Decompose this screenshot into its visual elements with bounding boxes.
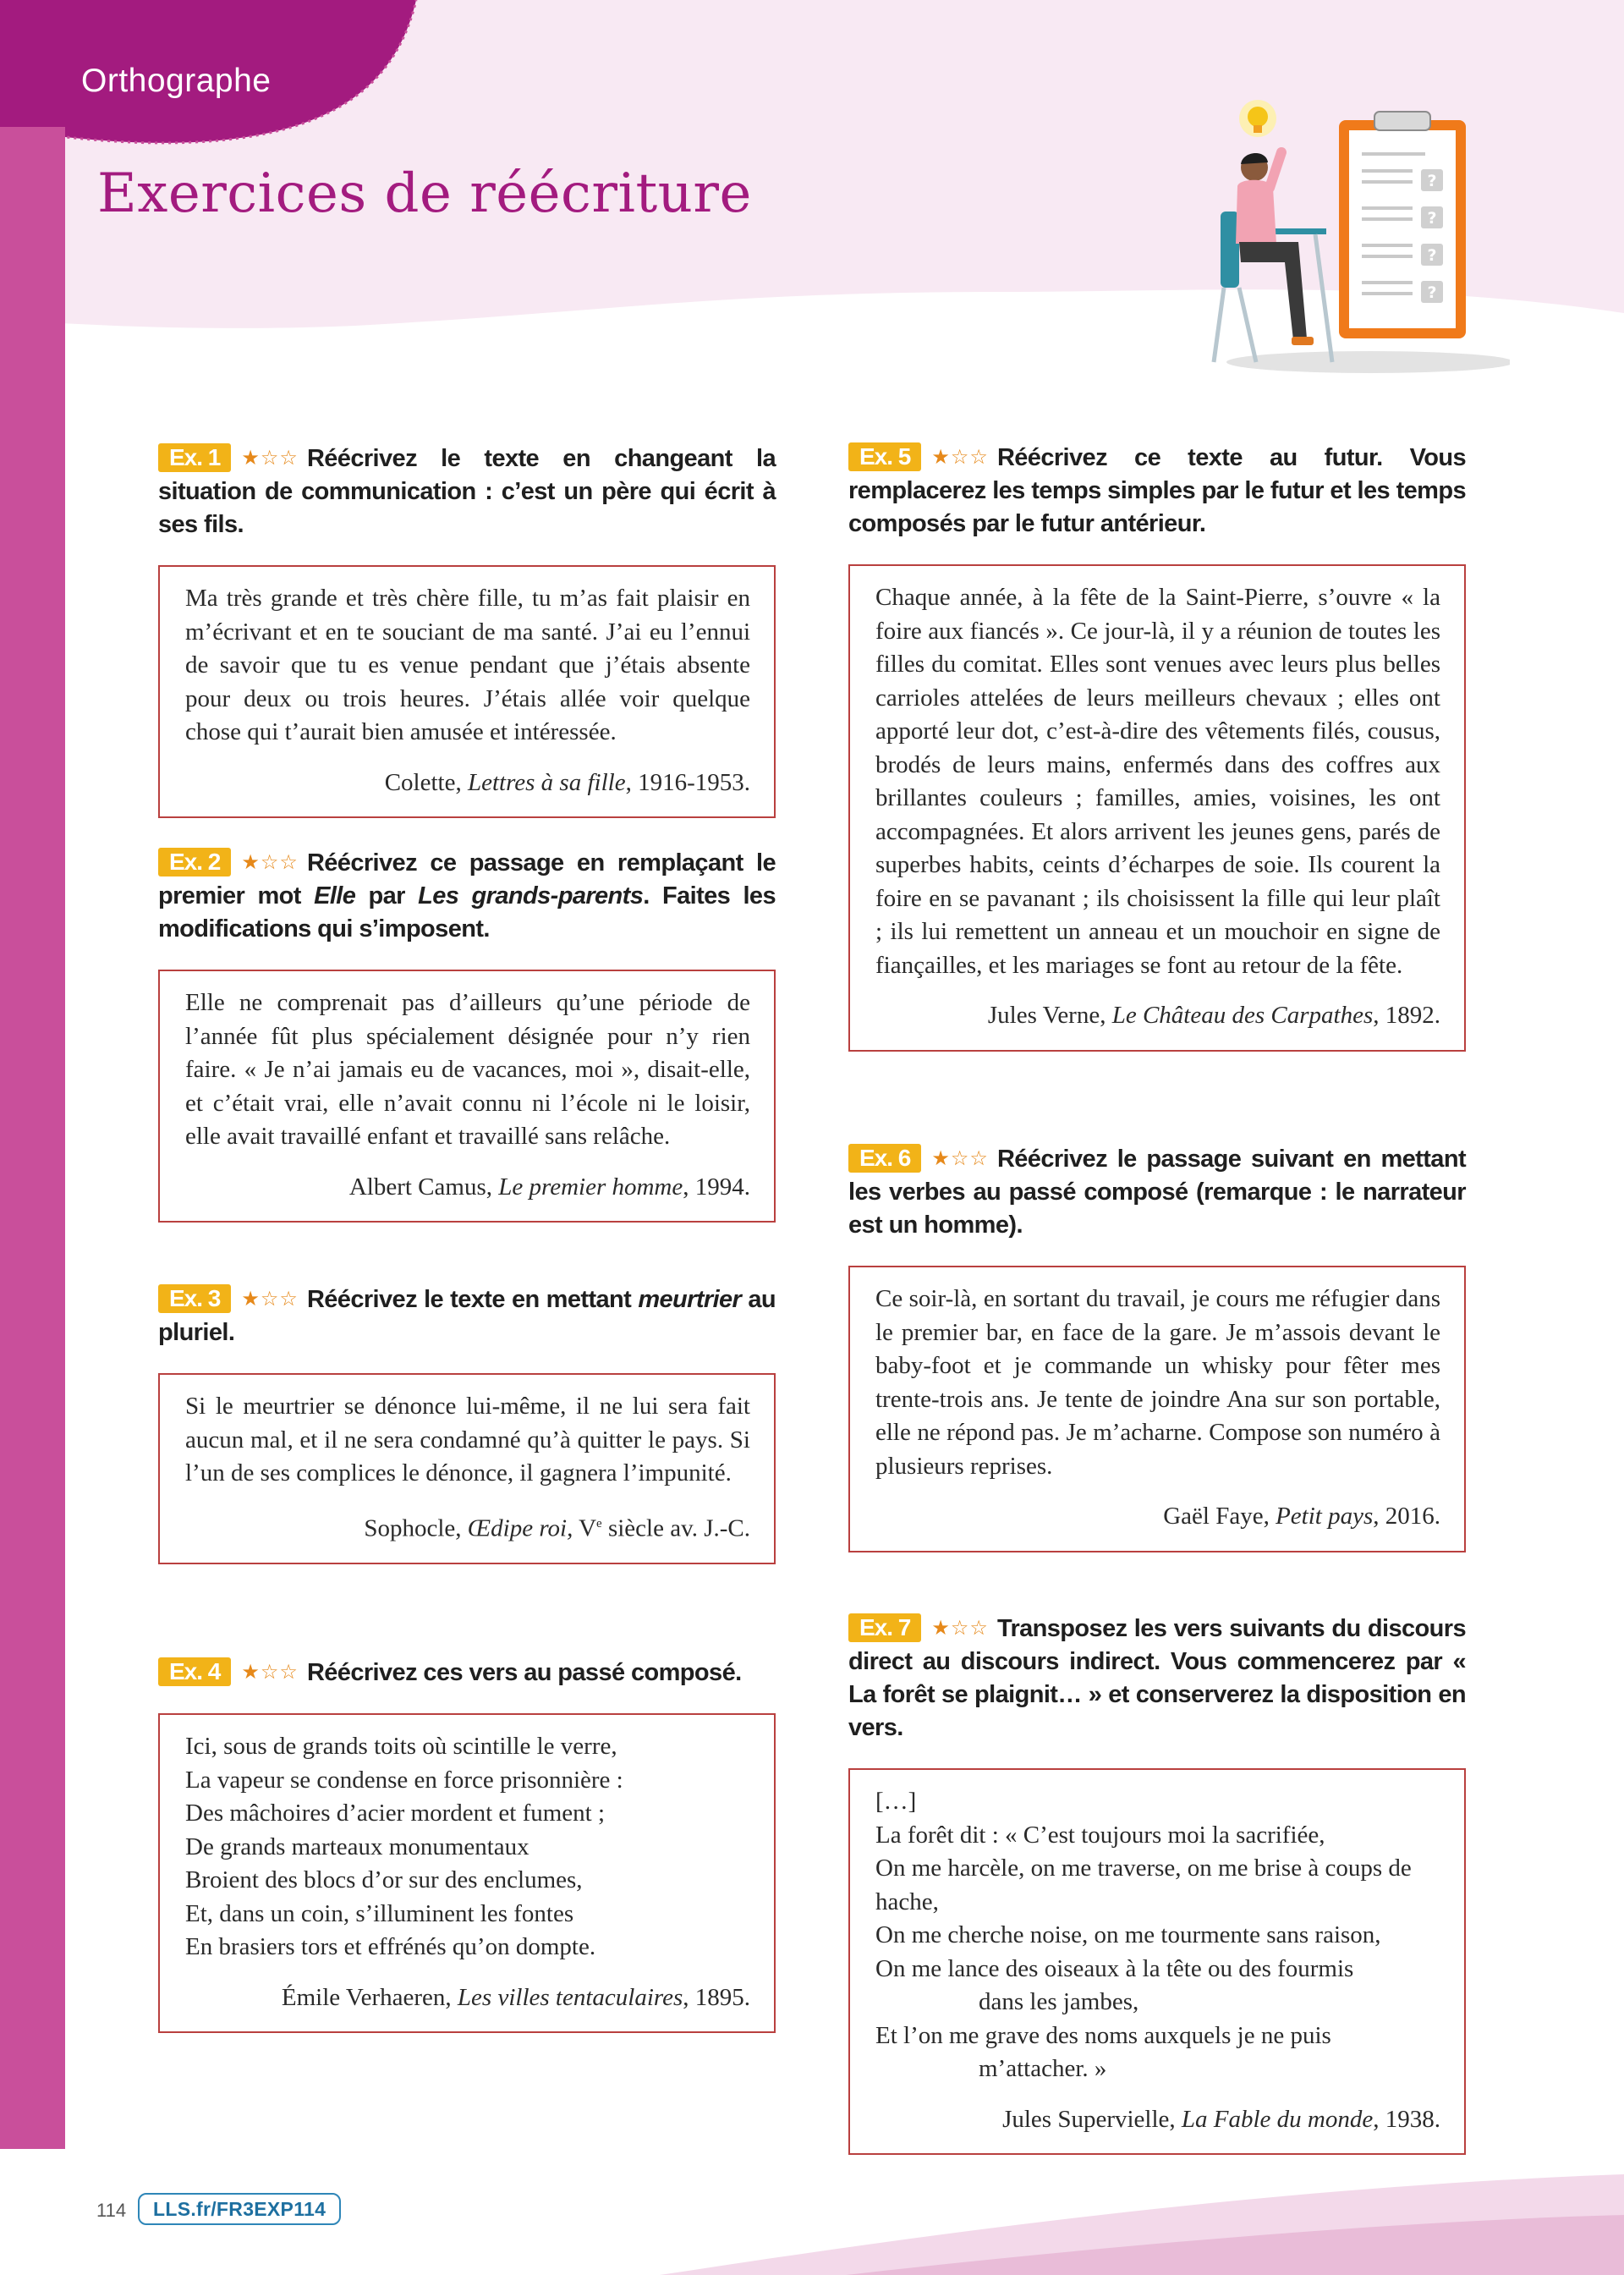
question-mark: ? [1427,172,1437,190]
source-author: Jules Supervielle, [1002,2105,1182,2133]
source-author: Colette, [384,768,468,796]
excerpt-text: Elle ne comprenait pas d’ailleurs qu’une période de l’année fût plus spécialement désignée pour n’y rien faire. « Je n’ai jamais eu de vacances, moi », disait-elle, et c’était vrai, elle n’avait connu ni l’école ni le loisir, elle avait travaillé enfant et travaillé sans relâche. [185,989,750,1150]
source-work: Le premier homme [498,1173,683,1201]
page-title: Exercices de réécriture [97,162,752,225]
exercise-6 [848,1142,1466,1552]
instruction-text: Réécrivez ce texte au futur. Vous remplacerez les temps simples par le futur et les temps composés par le futur antérieur. [848,444,1466,537]
instruction-text: par [355,882,419,909]
text-box [158,565,776,818]
source-date: , 1895. [683,1983,750,2011]
source-author: Émile Verhaeren, [281,1983,458,2011]
exercise-badge: Ex. 1 [158,443,231,472]
difficulty-stars-icon: ★☆☆ [931,1146,989,1170]
exercise-instruction [158,442,776,541]
page-number: 114 [96,2200,127,2221]
exercise-badge: Ex. 4 [158,1657,231,1686]
source-date: , 1994. [683,1173,750,1201]
question-mark: ? [1427,283,1437,302]
verse-line: De grands marteaux monumentaux [185,1833,529,1860]
excerpt-source [185,1981,750,2015]
exercise-badge: Ex. 6 [848,1144,921,1173]
exercise-instruction [158,1283,776,1349]
verse-line: La forêt dit : « C’est toujours moi la sacrifiée, [875,1821,1325,1849]
source-date: , 1892. [1373,1002,1440,1029]
verse-line: m’attacher. » [979,2055,1107,2082]
exercise-3 [158,1283,776,1564]
verse-line: Ici, sous de grands toits où scintille le verre, [185,1733,617,1760]
instruction-text: Réécrivez ce passage en remplaçant le premier mot [158,849,776,909]
verse-line: La vapeur se condense en force prisonnière : [185,1766,623,1794]
source-work: Le Château des Carpathes [1111,1002,1374,1029]
text-box [158,970,776,1223]
source-author: Jules Verne, [987,1002,1112,1029]
clipboard-checklist-icon [1339,112,1466,338]
source-date: , 2016. [1373,1503,1440,1530]
excerpt-text: Ma très grande et très chère fille, tu m’as fait plaisir en m’écrivant et en te souciant de ma santé. J’ai eu l’ennui de savoir que tu es venue pendant que j’étais absente pour deux ou trois heures. J’étais allée voir quelque chose qui t’aurait bien amusée et intéressée. [185,585,750,745]
exercise-badge: Ex. 5 [848,442,921,471]
text-box [158,1373,776,1564]
verse-line: Et l’on me grave des noms auxquels je ne puis [875,2021,1331,2049]
instruction-text: au pluriel. [158,1286,776,1346]
source-work: Petit pays [1276,1503,1374,1530]
instruction-text: Réécrivez ces vers au passé composé. [306,1659,742,1686]
excerpt-source [875,2103,1440,2137]
difficulty-stars-icon: ★☆☆ [241,850,299,874]
source-author: Gaël Faye, [1163,1503,1276,1530]
exercise-badge: Ex. 7 [848,1613,921,1642]
difficulty-stars-icon: ★☆☆ [931,445,989,469]
instruction-emphasis: meurtrier [638,1286,742,1313]
sidebar-band [0,127,65,2149]
person-at-desk-icon [1214,152,1332,362]
verse-line: En brasiers tors et effrénés qu’on dompte. [185,1933,596,1960]
exercise-instruction [848,1612,1466,1745]
source-work: Œdipe roi, [467,1514,573,1542]
verse-line: On me cherche noise, on me tourmente sans raison, [875,1921,1381,1948]
exercise-7 [848,1612,1466,2155]
exercise-instruction [848,1142,1466,1242]
verse-line: On me lance des oiseaux à la tête ou des fourmis [875,1954,1354,1982]
instruction-text: Transposez les vers suivants du discours direct au discours indirect. Vous commencerez par « La forêt se plaignit… » et conserverez la disposition en vers. [848,1615,1466,1741]
source-author: Sophocle, [364,1514,468,1542]
source-work: La Fable du monde [1181,2105,1374,2133]
exercise-4 [158,1656,776,2033]
source-century: V [573,1514,597,1542]
exercise-instruction [848,441,1466,541]
section-label: Orthographe [81,63,272,99]
excerpt-text: Si le meurtrier se dénonce lui-même, il ne lui sera fait aucun mal, et il ne sera condamné qu’à quitter le pays. Si l’un de ses complices le dénonce, il gagnera l’impunité. [185,1393,750,1486]
difficulty-stars-icon: ★☆☆ [241,446,299,470]
verse-line: dans les jambes, [979,1988,1139,2015]
question-mark: ? [1427,246,1437,265]
instruction-text: Réécrivez le passage suivant en mettant les verbes au passé composé (remarque : le narrateur est un homme). [848,1146,1466,1239]
text-box [848,1768,1466,2155]
difficulty-stars-icon: ★☆☆ [241,1660,299,1684]
excerpt-source [185,767,750,800]
exercise-5 [848,441,1466,1052]
verse-line: Et, dans un coin, s’illuminent les fontes [185,1899,574,1927]
source-author: Albert Camus, [348,1173,499,1201]
verse-line: Des mâchoires d’acier mordent et fument ; [185,1800,606,1827]
excerpt-text: Chaque année, à la fête de la Saint-Pierre, s’ouvre « la foire aux fiancés ». Ce jour-là, il y a réunion de toutes les filles du comitat. Elles sont venues avec leurs plus belles carrioles attelées de leurs meilleurs chevaux ; elles ont apporté leur dot, c’est-à-dire des vêtements filés, cousus, brodés de leurs mains, enfermés dans des coffres aux brillantes couleurs ; familles, amies, voisines, les ont accompagnées. Et alors arrivent les jeunes gens, parés de superbes habits, ceints d’écharpes de soie. Ils courent la foire en se pavanant ; ils choisissent la fille qui leur plaît ; ils lui remettent un anneau et un mouchoir en signe de fiançailles, et les mariages se font au retour de la fête. [875,584,1440,979]
lightbulb-icon [1239,100,1276,137]
excerpt-source [185,1508,750,1546]
verse-line: On me harcèle, on me traverse, on me brise à coups de hache, [875,1855,1412,1915]
instruction-text: . Faites les modifications qui s’imposent. [158,882,776,942]
exercise-2 [158,846,776,1223]
exercise-instruction [158,1656,776,1690]
source-date: siècle av. J.-C. [601,1514,750,1542]
text-box [848,564,1466,1052]
excerpt-text: Ce soir-là, en sortant du travail, je cours me réfugier dans le premier bar, en face de la gare. Je m’assois devant le baby-foot et je commande un whisky pour fêter mes trente-trois ans. Je tente de joindre Ana sur son portable, elle ne répond pas. Je m’acharne. Compose son numéro à plusieurs reprises. [875,1285,1440,1480]
source-work: Lettres à sa fille [467,768,626,796]
exercise-badge: Ex. 3 [158,1284,231,1313]
exercise-1 [158,442,776,818]
instruction-text: Réécrivez le texte en mettant [306,1286,639,1313]
verse-line: Broient des blocs d’or sur des enclumes, [185,1866,583,1893]
instruction-emphasis: Les grands-parents [418,882,644,909]
excerpt-source [185,1171,750,1205]
source-work: Les villes tentaculaires [457,1983,683,2011]
difficulty-stars-icon: ★☆☆ [241,1287,299,1311]
source-date: , 1938. [1373,2105,1440,2133]
instruction-emphasis: Elle [314,882,356,909]
exercise-badge: Ex. 2 [158,848,231,876]
source-date: , 1916-1953. [625,768,750,796]
verse-line: […] [875,1788,917,1815]
excerpt-source [875,1500,1440,1534]
text-box [848,1266,1466,1552]
excerpt-source [875,999,1440,1033]
text-box [158,1713,776,2033]
difficulty-stars-icon: ★☆☆ [931,1616,989,1640]
instruction-text: Réécrivez le texte en changeant la situation de communication : c’est un père qui écrit à ses fils. [158,445,776,538]
source-superscript: e [596,1516,602,1530]
student-illustration [1180,93,1510,381]
question-mark: ? [1427,209,1437,228]
exercise-instruction [158,846,776,946]
resource-link[interactable]: LLS.fr/FR3EXP114 [138,2193,341,2225]
